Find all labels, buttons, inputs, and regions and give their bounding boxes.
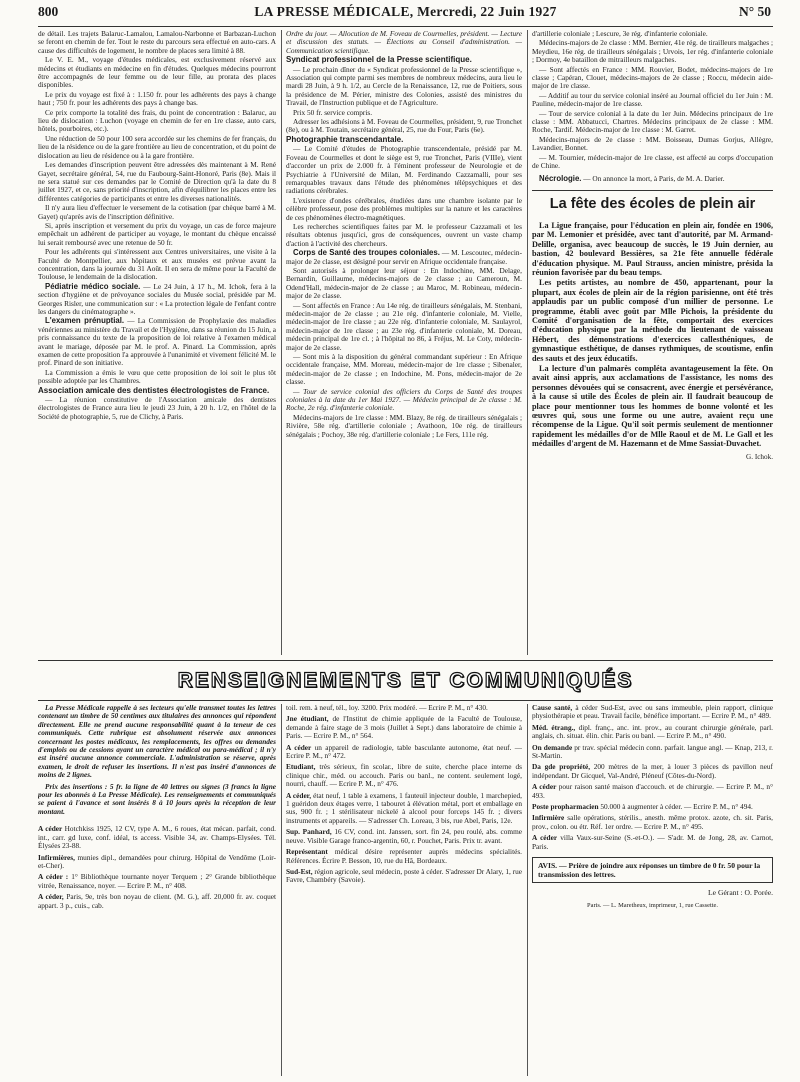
classified-ad (532, 704, 773, 721)
article-title: La fête des écoles de plein air (549, 195, 756, 212)
paragraph: La lecture d'un palmarès compléta avantageusement la fête. On avait ainsi appris, aux acclamations de l'assistance, les noms des personnes dévouées qui se consacrent, avec énergie et persévérance, à la cause si utile des Écoles de plein air. Il faudrait beaucoup de place pour mentionner tous les hommes de bonne volonté et les œuvres qui, sous une forme ou une autre, avaient reçu une récompense de la Ligue. Qu'il soit permis seulement de mentionner rapidement les médailles d'or de Mlle Raoul et de M. Le Gall et les médailles d'argent de M. Hazemann et de Mme Sassiat-Duvachet. (532, 364, 773, 449)
ad-text: 1° Bibliothèque tournante noyer Terquem ; 2° Grande bibliothèque vitrée, Renaissance, noyer. — Ecrire P. M., n° 408. (38, 872, 276, 890)
section-heading: Association amicale des dentistes électrologistes de France. (38, 385, 270, 395)
ad-heading: Infirmières, (38, 852, 75, 862)
ad-text: pr trav. spécial médecin conn. parfait. langue angl. — Knap, 213, r. St-Martin. (532, 742, 773, 761)
paragraph: — Sont mis à la disposition du général commandant supérieur : En Afrique occidentale française, MM. Moreau, médecin-major de 1re classe ; Sibenaler, médecin-major de 2e classe ; en Indochine, M. Pons, médecin-major de 2e classe. (286, 352, 522, 387)
paragraph: Les petits artistes, au nombre de 450, appartenant, pour la plupart, aux écoles de plein air de la région parisienne, ont été très applaudis par un public composé d'un millier de personne. Le programme, établi avec goût par Mlle Pichois, la présidente du Comité d'organisation de la fête, comportait des exercices d'éducation physique par la méthode du lieutenant de vaisseau Hébert, des démonstrations d'exercices callesthéniques, de gymnastique esthétique, de danses rythmiques, de scoutisme, enfin des sauts et des jeux éducatifs. (532, 278, 773, 363)
ad-heading: Représentant (286, 847, 328, 857)
paragraph: Médecins-majors de 2e classe : MM. Bernier, 41e rég. de tirailleurs malgaches ; Meydieu, 16e rég. de tirailleurs sénégalais ; Urvois, 1er rég. d'infanterie coloniale ; Dormoy, 4e bataillon de mitrailleurs malgaches. (532, 38, 773, 65)
ad-heading: Cause santé, (532, 704, 573, 712)
page-number: 800 (38, 4, 59, 19)
paragraph: La Ligue française, pour l'éducation en plein air, fondée en 1906, par M. Lemonier et présidée, avec tant d'autorité, par M. Armand-Delille, organisa, avec beaucoup de succès, le 19 Juin dernier, au bastion, 42 boulevard Bessières, sa 21e fête annuelle fédérale d'éducation physique. M. Paul Strauss, ancien ministre, présida la réunion favorisée par du beau temps. (532, 220, 773, 277)
paragraph: Le V. E. M., voyage d'études médicales, est exclusivement réservé aux médecins et étudiants en médecine en fin d'études. Quelques médecins pourront être accompagnés de leur femme ou de leur fille, au prorata des places disponibles. (38, 55, 276, 90)
paragraph: Adresser les adhésions à M. Foveau de Courmelles, président, 9, rue Tronchet (8e), ou à M. Toutain, secrétaire général, 25, rue du Four, Paris (6e). (286, 117, 522, 135)
page-header (38, 6, 773, 27)
paragraph: Pour les adhérents qui s'intéressent aux Centres universitaires, une visite à la Faculté de Montpellier, aux hôpitaux et aux musées est prévue avant la concentration, dans la journée du 31 Août. Il en sera de même pour la Faculté de Toulouse, le lendemain de la dislocation. (38, 247, 276, 282)
ad-heading: On demande (532, 742, 573, 752)
paragraph: d'artillerie coloniale ; Lescure, 3e rég. d'infanterie coloniale. (532, 30, 708, 38)
ad-heading: A céder (38, 824, 63, 834)
paragraph: — Sont affectés en France : Au 14e rég. de tirailleurs sénégalais, M. Stenbani, médecin-major de 2e classe ; au 21e rég. d'infanterie coloniale, M. Vielle, médecin-major de 1re classe ; au 22e rég. d'infanterie coloniale, M. Saulayrol, médecin-major de 1re classe ; au 23e rég. d'infanterie coloniale, M. Doreau, médecin principal de 1re cl. ; à l'hôpital no 86, à Fréjus, M. Le Coty, médecin-major de 2e classe. (286, 300, 522, 352)
ad-heading: Da gde propriété, (532, 762, 591, 772)
imprimeur-line: Paris. — L. Maretheux, imprimeur, 1, rue Cassette. (587, 901, 718, 909)
ad-text: pour raison santé maison d'accouch. et de chirurgie. — Ecrire P. M., n° 493. (532, 782, 773, 800)
paragraph: Médecins-majors de 2e classe : MM. Boisseau, Dumas Gorjus, Allègre, Lavandier, Bonnet. (532, 134, 773, 153)
item-body: — M. Lescoutec, médecin-major de 2e classe, est désigné pour servir en Afrique occidentale française. (286, 248, 522, 266)
renseignements-banner: RENSEIGNEMENTS ET COMMUNIQUÉS (177, 669, 634, 692)
paragraph: Prix 50 fr. service compris. (293, 107, 373, 117)
ad-text: toil. rem. à neuf, tél., loy. 3200. Prix modéré. — Ecrire P. M., n° 430. (286, 704, 488, 712)
column-divider (527, 704, 528, 1076)
item-heading: L'examen prénuptial. (45, 316, 125, 326)
item-heading: Corps de Santé des troupes coloniales. (293, 248, 440, 258)
classified-ad (286, 715, 522, 740)
ad-text: 50.000 à augmenter à céder. — Ecrire P. M., n° 494. (600, 802, 753, 812)
classified-ad (532, 744, 773, 761)
ad-text: un appareil de radiologie, table basculante autonome, état neuf. — Ecrire P. M., n° 472. (286, 742, 522, 761)
ad-heading: Méd. étrang., (532, 722, 576, 732)
journal-title: LA PRESSE MÉDICALE, Mercredi, 22 Juin 1927 (254, 4, 557, 19)
classified-ad (38, 825, 276, 850)
ad-text: très sérieux, fin scolar., libre de suite, cherche place interne ds clinique chir., méd. ou accouch. Paris ou banl., ne content. seulement logé, nourri, chauff. — Ecrire P. M., n° 476. (286, 762, 522, 789)
ad-text: villa Vaux-sur-Seine (S.-et-O.). — S'adr. M. de Jong, 28, av. Carnot, Paris. (532, 833, 773, 851)
ad-text: médical désire représenter auprès médecins spécialités. Références. Écrire P. Besson, 10, rue du Hâ, Bordeaux. (286, 847, 522, 865)
paragraph: — Tour de service colonial des officiers du Corps de Santé des troupes coloniales à la date du 1er Mai 1927. — Médecin principal de 2e classe : M. Roche, 2e rég. d'infanterie coloniale. (286, 386, 522, 413)
section-divider (38, 660, 773, 661)
author-signature: G. Ichok. (746, 452, 773, 461)
classified-ad (38, 873, 276, 890)
classified-ad (532, 834, 773, 851)
column-2 (286, 30, 522, 655)
classified-ad (286, 744, 522, 761)
column-divider (281, 704, 282, 1076)
classified-ad (286, 868, 522, 885)
section-divider (532, 190, 773, 191)
paragraph: — M. Tournier, médecin-major de 1re classe, est affecté au corps d'occupation de Chine. (532, 152, 773, 171)
avis-notice-box: AVIS. — Prière de joindre aux réponses un timbre de 0 fr. 50 pour la transmission des lettres. (532, 857, 773, 883)
section-heading: Photographie transcendantale. (286, 134, 404, 144)
paragraph: Il n'y aura lieu d'effectuer le versement de la cotisation (par chèque barré à M. Gayet) qu'après avis de l'inscription définitive. (38, 203, 276, 221)
classified-ad (38, 854, 276, 871)
classified-ad (286, 848, 522, 865)
ad-text: à céder Sud-Est, avec ou sans immeuble, plein rapport, clinique physiothérapie et peau. Travail facile, bénéfice important. — Ecrire P. M., n° 489. (532, 704, 773, 721)
classified-ad (286, 704, 522, 712)
ad-heading: A céder (532, 833, 558, 843)
ad-heading: A céder : (38, 872, 69, 882)
ad-heading: Etudiant, (286, 762, 316, 772)
classified-ad (286, 763, 522, 788)
paragraph: — Le Comité d'études de Photographie transcendentale, présidé par M. Foveau de Courmelles et dont le siège est 9, rue Tronchet, Paris (VIIIe), vient d'accorder un prix de 2.000 fr. à l'éminent professeur de Neurologie et de Psychiatrie à l'Université de Milan, M. Ferdinando Cazzamalli, pour ses remarquables travaux dans l'étude des phénomènes télépsychiques et des radiations cérébrales. (286, 144, 522, 196)
ad-text: salle opérations, stérilis., anesth. même protox. azote, ch. sit. Paris, prov., colon. ou étr. Réf. 1er ordre. — Ecrire P. M., n° 495. (532, 813, 773, 831)
issue-number: N° 50 (738, 4, 771, 19)
classified-ad (532, 803, 773, 811)
ad-text: Hotchkiss 1925, 12 CV, type A. M., 6 roues, état mécan. parfait, cond. int., carr. gd luxe, conf. idéal, ts access. Visible 34, av. Champs-Elysées. Tél. Élysées 23-88. (38, 824, 276, 851)
classified-ad (532, 814, 773, 831)
ad-text: dipl. franç., anc. int. prov., au courant chirurgie générale, parl. anglais, ch. situat. élin. chir. Paris ou banl. — Ecrire P. M., n° 490. (532, 722, 773, 741)
paragraph: L'existence d'ondes cérébrales, étudiées dans une chambre isolante par le célèbre professeur, pose des problèmes multiples sur la nature et les caractères de ces phénomènes électro-magnétiques. (286, 195, 522, 222)
paragraph: Les demandes d'inscription peuvent être adressées dès maintenant à M. René Gayet, secrétaire général, 54, rue du Faubourg-Saint-Honoré, Paris (8e). Mais il ne sera statué sur ces demandes par le Comité de Direction qu'à la date du 8 juillet 1927, et ce, sans priorité d'inscription, afin d'équilibrer les places entre les différentes catégories de participants et entre les diverses nationalités. (38, 160, 276, 203)
rubric-notice (38, 704, 276, 816)
ad-text: 16 CV, cond. int. Janssen, sort. fin 24, peu roulé, abs. comme neuve. Visible Garage franco-argentin, 60, r. Pouchet, Paris. Prix tr. avant. (286, 827, 522, 845)
news-item (38, 283, 276, 317)
ads-column-2 (286, 704, 522, 1076)
item-heading: Pédiatrie médico sociale. (45, 281, 141, 291)
ad-text: 200 mètres de la mer, à louer 3 pièces ds pavillon neuf indépendant. Dr Gicquel, Val-André, Pléneuf (Côtes-du-Nord). (532, 762, 773, 780)
paragraph: — Sont affectés en France : MM. Rouvier, Bodet, médecins-majors de 1re classe ; Capéran, Clouet, médecins-majors de 2e classe ; Roccu, médecin aide-major de 1re classe. (532, 64, 773, 91)
classified-ad (286, 828, 522, 845)
fete-article (532, 195, 773, 461)
paragraph: Ce prix comporte la totalité des frais, du point de concentration : Balaruc, au lieu de dislocation : Luchon (voyage en chemin de fer en 1re classe, auto cars, hôtels, pourboires, etc.). (38, 107, 276, 134)
column-divider (281, 30, 282, 655)
paragraph: La Commission a émis le vœu que cette proposition de loi soit le plus tôt possible adoptée par les Chambres. (38, 367, 276, 386)
paragraph: — Tour de service colonial à la date du 1er Juin. Médecins principaux de 1re classe : MM. Abbatucci, Chartres. Médecins principaux de 2e classe : MM. Roche, Tardif. Médecin-major de 1re classe : M. Garret. (532, 108, 773, 135)
paragraph: de détail. Les trajets Balaruc-Lamalou, Lamalou-Narbonne et Barbazan-Luchon se feront en chemin de fer. Tout le reste du parcours sera effectué en auto-cars. A cause des difficultés de logement, le nombre de places sera limité à 88. (38, 30, 276, 55)
ad-heading: A céder, (38, 892, 64, 902)
ad-heading: Poste propharmacien (532, 802, 599, 812)
paragraph: Ordre du jour. — Allocution de M. Foveau de Courmelles, président. — Lecture et discussion des statuts. — Élections au Conseil d'administration. — Communication scientifique. (286, 30, 522, 55)
ad-heading: Sup. Panhard, (286, 827, 332, 837)
ad-text: Paris, 9e, très bon noyau de client. (M. G.), aff. 20,000 fr. av. coquet appart. 3 p., cuis., cab. (38, 892, 276, 910)
ad-heading: A céder (286, 742, 312, 752)
ads-column-1 (38, 704, 276, 1076)
ad-heading: A céder (532, 782, 557, 792)
ad-text: de l'Institut de chimie appliquée de la Faculté de Toulouse, demande à faire stage de 3 mois (Juillet à Sept.) dans laboratoire de chimie à Paris. — Ecrire P. M., n° 564. (286, 714, 522, 741)
ad-heading: Infirmière (532, 813, 565, 823)
paragraph: Les recherches scientifiques faites par M. le professeur Cazzamali et les résultats obtenus jusqu'ici, gros de conséquences, ouvrent un vaste champ d'action à l'activité des chercheurs. (286, 221, 522, 248)
column-divider (527, 30, 528, 655)
column-1 (38, 30, 276, 655)
ad-heading: Jne étudiant, (286, 714, 329, 724)
classified-ad (532, 783, 773, 800)
gerant-line: Le Gérant : O. Porée. (708, 888, 773, 898)
paragraph: — Le prochain dîner du « Syndicat professionnel de la Presse scientifique », Association qui compte parmi ses membres de nombreux médecins, aura lieu le mardi 28 Juin, à 9 h. 1/2, au Cercle de la Renaissance, 12, rue de Poitiers, sous la présidence de M. Périer, ministre des Colonies, assisté des ministres du Travail, de l'Instruction publique et de l'Agriculture. (286, 64, 522, 108)
ad-heading: Sud-Est, (286, 866, 313, 876)
ad-text: région agricole, seul médecin, poste à céder. S'adresser Dr Alary, 1, rue Favre, Chambéry (Savoie). (286, 866, 522, 885)
classified-ad (532, 763, 773, 780)
paragraph: Si, après inscription et versement du prix du voyage, un cas de force majeure empêchait un adhérent de participer au voyage, le montant du chèque encaissé lui serait remboursé avec une retenue de 50 fr. (38, 220, 276, 247)
section-divider (38, 700, 773, 701)
paragraph: Sont autorisés à prolonger leur séjour : En Indochine, MM. Delage, Bernardin, Guillaume, médecins-majors de 2e classe ; au Cameroun, M. Odend'Hall, médecin-major de 2e classe ; au Maroc, M. Robineau, médecin-major de 2e classe. (286, 265, 522, 301)
paragraph: — Additif au tour du service colonial inséré au Journal officiel du 1er Juin : M. Pauline, médecin-major de 1re classe. (532, 90, 773, 109)
news-item (38, 317, 276, 367)
classified-ad (286, 792, 522, 826)
item-body: — On annonce la mort, à Paris, de M. A. Darier. (583, 173, 725, 183)
ad-heading: A céder, (286, 790, 312, 800)
ad-text: état neuf, 1 table à examens, 1 fauteuil injecteur double, 1 marchepied, 1 guéridon deux étages verre, 1 tabouret à élévation métal, port et emballage en sus, 900 fr. ; 1 stérilisateur nickelé à alcool pour forceps 145 fr. ; divers instruments et appareils. — S'adresser Ch. Loreau, 3 bis, rue Abel, Paris, 12e. (286, 790, 522, 825)
paragraph: — La réunion constitutive de l'Association amicale des dentistes électrologistes de France aura lieu le jeudi 23 Juin, à 20 h. 1/2, en l'hôtel de la Société de photographie, 5, rue de Clichy, à Paris. (38, 395, 276, 421)
item-heading: Nécrologie. (539, 173, 582, 183)
news-item (286, 249, 522, 266)
ads-column-3 (532, 704, 773, 1076)
paragraph: Médecins-majors de 1re classe : MM. Blazy, 8e rég. de tirailleurs sénégalais ; Rivière, 58e rég. d'artillerie coloniale ; Avathoon, 10e rég. de tirailleurs sénégalais ; Pochoy, 38e rég. d'artillerie coloniale ; Le Fers, 111e rég. (286, 412, 522, 439)
item-body: — La Commission de Prophylaxie des maladies vénériennes au ministère du Travail et de l'Hygiène, dans sa réunion du 15 Juin, a pris connaissance du texte de la proposition de loi relative à l'examen médical avant le mariage, déposée par M. le prof. A. Pinard. La Commission, après examen de cette proposition l'a approuvée à l'unanimité et vivement félicité M. le prof. Pinard de son initiative. (38, 316, 276, 368)
classified-ad (532, 724, 773, 741)
classified-ad (38, 893, 276, 910)
section-heading: Syndicat professionnel de la Presse scientifique. (286, 55, 472, 65)
paragraph: Une réduction de 50 pour 100 sera accordée sur les chemins de fer français, du lieu de la résidence ou de la gare frontière au lieu de concentration, et du point de dislocation au lieu de résidence ou à la gare frontière. (38, 133, 276, 160)
ad-text: munies dipl., demandées pour chirurg. Hôpital de Vendôme (Loir-et-Cher). (38, 852, 276, 870)
news-item (532, 175, 773, 183)
item-body: — Le 24 Juin, à 17 h., M. Ichok, fera à la section d'hygiène et de prévoyance sociales du Musée social, présidée par M. Georges Risler, une communication sur : « La protection légale de l'enfant contre les dangers du cinématographe ». (38, 281, 276, 316)
column-3 (532, 30, 773, 655)
paragraph: Le prix du voyage est fixé à : 1.150 fr. pour les adhérents des pays à change haut ; 750 fr. pour les adhérents des pays à change bas. (38, 89, 276, 108)
notice-text: La Presse Médicale rappelle à ses lecteurs qu'elle transmet toutes les lettres contenant un timbre de 50 centimes aux titulaires des annonces qui répondent directement. Elle ne prend aucune responsabilité quant à la teneur de ces communiqués. Cette rubrique est absolument réservée aux annonces concernant les postes médicaux, les remplacements, les offres ou demandes d'emplois ou de cessions ayant un caractère médical ou para-médical ; il n'y est inséré aucune annonce commerciale. L'administration se réserve, après examen, le droit de refuser les insertions. Il n'est pas inséré d'annonces de moins de 2 lignes. (38, 704, 276, 780)
price-text: Prix des insertions : 5 fr. la ligne de 40 lettres ou signes (3 francs la ligne pour les abonnés à La Presse Médicale). Les renseignements et communiqués se paient à l'avance et sont insérés 8 à 10 jours après la réception de leur montant. (38, 781, 276, 816)
